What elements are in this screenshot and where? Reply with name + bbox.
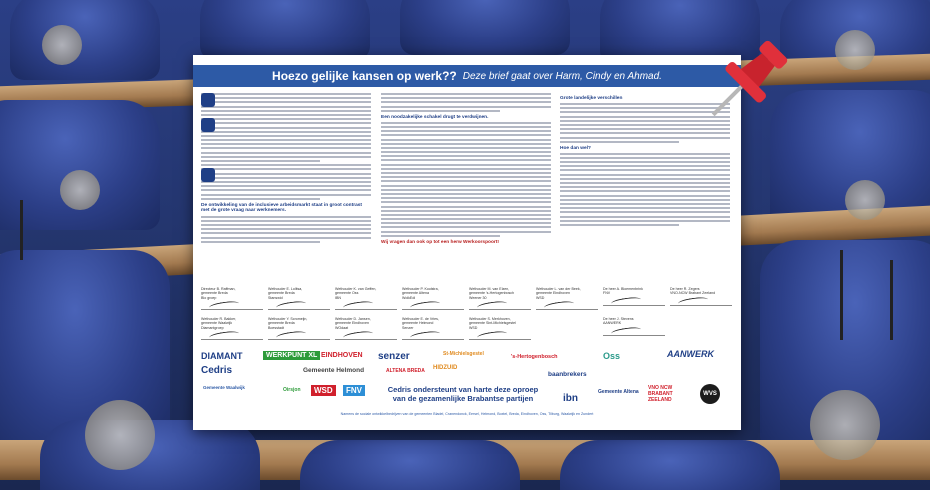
signature: Wethouder M. van Elzen, gemeente 's-Hertogenbosch Weener 30: [469, 287, 531, 310]
poster-title: Hoezo gelijke kansen op werk??: [272, 69, 457, 83]
signatures-block: [201, 287, 733, 347]
seat-crest-emblem: [810, 390, 880, 460]
logo-oirsjon: Oirsjon: [283, 387, 301, 393]
signature: Wethouder K. van Geffen, gemeente Oss IBN: [335, 287, 397, 310]
seat: [560, 440, 780, 490]
call-to-action-heading: Wij vragen dan ook op tot een herw Werkoorspoort!: [381, 239, 499, 245]
logo-gemeente-waalwijk: Gemeente Waalwijk: [203, 385, 245, 390]
person-icon: [201, 93, 215, 107]
logo-cedris: Cedris: [201, 365, 233, 376]
seat: [10, 0, 160, 80]
seat: [300, 440, 520, 490]
signature: De heer R. Zegers VNO-NCW Brabant Zeeland: [670, 287, 732, 306]
logo-vno-ncw: VNO NCW BRABANT ZEELAND: [648, 385, 673, 403]
seat: [400, 0, 570, 55]
logo-wsd: WSD: [311, 385, 336, 396]
logo-fnv: FNV: [343, 385, 365, 396]
signature: Wethouder E. Lolitsa, gemeente Breda Stanswid: [268, 287, 330, 310]
signature: Wethouder E. de Vries, gemeente Helmond Senzer: [402, 317, 464, 340]
signature: Wethouder Y. Scromeijn, gemeente Breda Boesstadt: [268, 317, 330, 340]
section-heading: De ontwikkeling van de inclusieve arbeidsmarkt staat in groot contrast met de grote vraag naar werknemers.: [201, 202, 363, 214]
logo-wvs: WVS: [700, 384, 720, 404]
poster-banner: [193, 65, 741, 87]
logo-oss: Oss: [603, 351, 621, 361]
seat-crest-emblem: [60, 170, 100, 210]
logo-hidzuid: HIDZUID: [433, 365, 458, 371]
logo-baanbrekers: baanbrekers: [548, 371, 587, 378]
person-icon: [201, 168, 215, 182]
logo-aanwerk: AANWERK: [667, 349, 714, 359]
microphone-stand: [890, 260, 893, 340]
text-column-2: [381, 93, 551, 247]
seat-crest-emblem: [835, 30, 875, 70]
poster-subtitle: Deze brief gaat over Harm, Cindy en Ahmad.: [462, 70, 662, 82]
logo-senzer: senzer: [378, 351, 410, 362]
open-letter-poster: [193, 55, 741, 430]
seat-crest-emblem: [42, 25, 82, 65]
text-column-1: [201, 93, 371, 245]
signature: Directeur B. Raffman, gemeente Breda Blo groep: [201, 287, 263, 310]
microphone-stand: [20, 200, 23, 260]
signature: De heer A. Bloemenbrink FNV: [603, 287, 665, 306]
seat: [0, 100, 160, 230]
signature: Wethouder S. Merkhoven, gemeente Sint-Michielsgestel WSD: [469, 317, 531, 340]
section-heading: Grote landelijke verschillen: [560, 96, 623, 101]
signature: Wethouder L. van der Beek, gemeente Eindhoven WSD: [536, 287, 598, 310]
seat-crest-emblem: [845, 180, 885, 220]
seat: [200, 0, 370, 60]
signature: Wethouder P. Koolstra, gemeente Altena WolkEdi: [402, 287, 464, 310]
logo-ibn: ibn: [563, 393, 578, 404]
push-pin-icon: [690, 28, 800, 138]
logo-eindhoven: EINDHOVEN: [321, 352, 363, 359]
logo-werkpunt-xl: WERKPUNT XL: [263, 351, 320, 360]
poster-footer: Namens de sociale ontwikkelbedrijven van de gemeenten Bladel, Cranendonck, Eersel, Helmond, Boxtel, Breda, Eindhoven, Oss, Tilburg, Waalwijk en Zundert: [340, 412, 594, 416]
logo-gemeente-altena: Gemeente Altena: [598, 389, 639, 395]
signature: Wethouder D. Jansen, gemeente Eindhoven WOdaat: [335, 317, 397, 340]
section-heading: Hoe dan wel?: [560, 145, 591, 151]
section-heading: Een noodzakelijke schakel drugt te verdwijnen.: [381, 114, 489, 120]
logo-s-hertogenbosch: 's-Hertogenbosch: [511, 354, 558, 360]
seat-crest-emblem: [85, 400, 155, 470]
cedris-statement: Cedris ondersteunt van harte deze oproep van de gezamenlijke Brabantse partijen: [387, 385, 539, 403]
logo-diamant: DIAMANT: [201, 351, 243, 361]
logo-st-michielsgestel: St-Michielsgestel: [443, 351, 484, 357]
person-icon: [201, 118, 215, 132]
logo-altena-breda: ALTENA BREDA: [386, 368, 425, 374]
signature: De heer J. Stevens AANWERK: [603, 317, 665, 336]
logo-gemeente-helmond: Gemeente Helmond: [303, 367, 365, 374]
signature: Wethouder R. Bakker, gemeente Waalwijk Diamantgroep: [201, 317, 263, 340]
microphone-stand: [840, 250, 843, 340]
